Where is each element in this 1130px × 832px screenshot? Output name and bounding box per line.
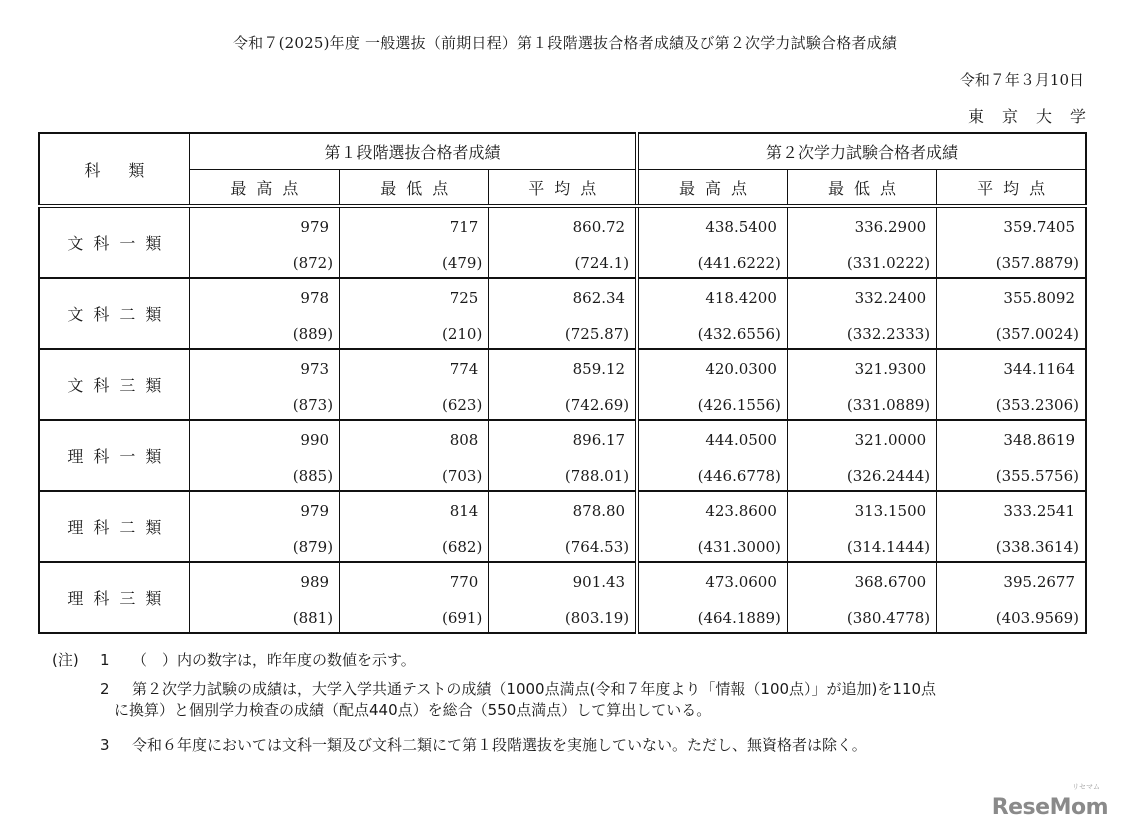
row-kind: 文科一類 (39, 206, 189, 278)
cell-max-1: 990 (885) (189, 420, 339, 491)
resemom-logo: ReseMom (991, 795, 1108, 820)
cell-avg-2: 355.8092 (357.0024) (937, 278, 1086, 349)
cell-max-2: 438.5400 (441.6222) (637, 206, 787, 278)
cell-avg-1: 859.12 (742.69) (489, 349, 637, 420)
cell-max-1: 979 (879) (189, 491, 339, 562)
table-row-bun1 (39, 206, 1086, 278)
cell-min-2: 321.9300 (331.0889) (787, 349, 936, 420)
group-header-second-exam: 第２次学力試験合格者成績 (637, 133, 1086, 170)
cell-avg-1: 901.43 (803.19) (489, 562, 637, 633)
cell-min-2: 336.2900 (331.0222) (787, 206, 936, 278)
col-header-max-2: 最高点 (637, 170, 787, 207)
col-header-avg-1: 平均点 (489, 170, 637, 207)
cell-max-2: 418.4200 (432.6556) (637, 278, 787, 349)
kind-header: 科類 (39, 133, 189, 206)
cell-min-1: 808 (703) (340, 420, 489, 491)
document-title: 令和７(2025)年度 一般選抜（前期日程）第１段階選抜合格者成績及び第２次学力試験合格者成績 (232, 34, 898, 52)
cell-min-2: 321.0000 (326.2444) (787, 420, 936, 491)
cell-max-1: 989 (881) (189, 562, 339, 633)
col-header-avg-2: 平均点 (937, 170, 1086, 207)
col-header-min-1: 最低点 (340, 170, 489, 207)
cell-max-1: 978 (889) (189, 278, 339, 349)
cell-min-1: 814 (682) (340, 491, 489, 562)
table-row-bun2 (39, 278, 1086, 349)
cell-avg-2: 395.2677 (403.9569) (937, 562, 1086, 633)
note-2-continued: に換算）と個別学力検査の成績（配点440点）を総合（550点満点）して算出している。 (114, 701, 712, 719)
col-header-min-2: 最低点 (787, 170, 936, 207)
note-3: 3 令和６年度においては文科一類及び文科二類にて第１段階選抜を実施していない。ただし、無資格者は除く。 (100, 736, 867, 754)
cell-max-2: 444.0500 (446.6778) (637, 420, 787, 491)
group-header-first-stage: 第１段階選抜合格者成績 (189, 133, 637, 170)
notes-prefix: (注) (52, 651, 79, 669)
document-date: 令和７年３月10日 (959, 71, 1084, 89)
cell-min-2: 313.1500 (314.1444) (787, 491, 936, 562)
note-1: (注) 1 （ ）内の数字は，昨年度の数値を示す。 (52, 651, 416, 669)
cell-max-2: 423.8600 (431.3000) (637, 491, 787, 562)
row-kind: 文科三類 (39, 349, 189, 420)
cell-avg-2: 348.8619 (355.5756) (937, 420, 1086, 491)
cell-min-2: 368.6700 (380.4778) (787, 562, 936, 633)
cell-max-2: 473.0600 (464.1889) (637, 562, 787, 633)
cell-min-1: 717 (479) (340, 206, 489, 278)
table-row-bun3 (39, 349, 1086, 420)
cell-min-2: 332.2400 (332.2333) (787, 278, 936, 349)
cell-avg-1: 896.17 (788.01) (489, 420, 637, 491)
cell-min-1: 774 (623) (340, 349, 489, 420)
cell-avg-1: 862.34 (725.87) (489, 278, 637, 349)
table-row-ri1 (39, 420, 1086, 491)
note-2: 2 第２次学力試験の成績は，大学入学共通テストの成績（1000点満点(令和７年度より「情報（100点）」が追加)を110点 (100, 680, 937, 698)
cell-avg-2: 333.2541 (338.3614) (937, 491, 1086, 562)
cell-avg-1: 860.72 (724.1) (489, 206, 637, 278)
row-kind: 理科三類 (39, 562, 189, 633)
cell-avg-2: 359.7405 (357.8879) (937, 206, 1086, 278)
scores-table (38, 132, 1087, 634)
issuer-name: 東京大学 (967, 107, 1104, 126)
cell-max-2: 420.0300 (426.1556) (637, 349, 787, 420)
col-header-max-1: 最高点 (189, 170, 339, 207)
cell-min-1: 725 (210) (340, 278, 489, 349)
table-row-ri3 (39, 562, 1086, 633)
watermark-subtext: リセマム (1072, 783, 1100, 791)
cell-avg-1: 878.80 (764.53) (489, 491, 637, 562)
row-kind: 文科二類 (39, 278, 189, 349)
table-row-ri2 (39, 491, 1086, 562)
cell-min-1: 770 (691) (340, 562, 489, 633)
cell-max-1: 979 (872) (189, 206, 339, 278)
cell-avg-2: 344.1164 (353.2306) (937, 349, 1086, 420)
row-kind: 理科一類 (39, 420, 189, 491)
cell-max-1: 973 (873) (189, 349, 339, 420)
row-kind: 理科二類 (39, 491, 189, 562)
